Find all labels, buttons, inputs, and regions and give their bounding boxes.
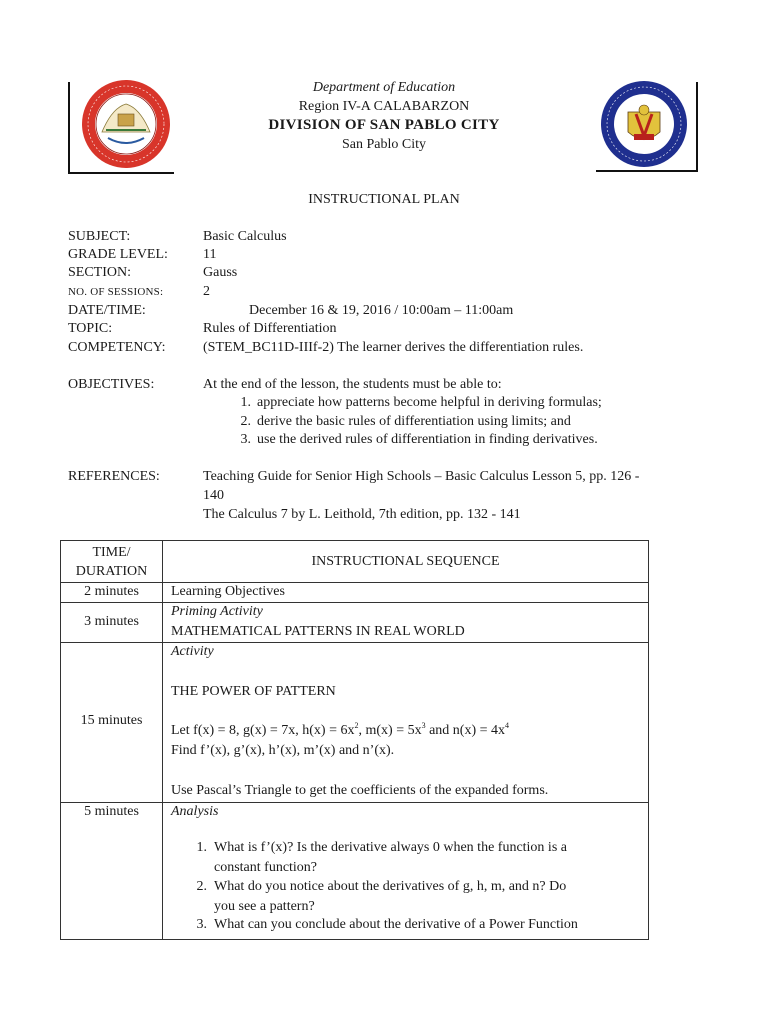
functions-text: , m(x) = 5x (358, 723, 422, 738)
analysis-label: Analysis (171, 804, 219, 819)
info-value: Basic Calculus (203, 229, 287, 244)
info-label: GRADE LEVEL: (68, 247, 168, 262)
time-cell (61, 643, 163, 803)
time-cell (61, 603, 163, 643)
question-text: What do you notice about the derivatives of g, h, m, and n? Do (214, 879, 567, 894)
plan-title: INSTRUCTIONAL PLAN (308, 192, 460, 207)
objectives-label: OBJECTIVES: (68, 377, 155, 392)
time-value: 5 minutes (84, 804, 139, 819)
activity-label: Activity (171, 644, 214, 659)
info-label: DATE/TIME: (68, 303, 146, 318)
time-cell (61, 583, 163, 603)
table-row (61, 603, 649, 643)
sequence-header-cell (163, 541, 649, 583)
reference-line: 140 (203, 488, 224, 503)
time-value: 3 minutes (84, 614, 139, 629)
sequence-header-text: INSTRUCTIONAL SEQUENCE (311, 554, 500, 569)
question-number: 1. (196, 840, 207, 855)
info-label: COMPETENCY: (68, 340, 166, 355)
info-label: TOPIC: (68, 321, 113, 336)
activity-find: Find f’(x), g’(x), h’(x), m’(x) and n’(x). (171, 743, 395, 758)
sequence-cell (163, 643, 649, 803)
info-value: 11 (203, 247, 217, 262)
reference-line: The Calculus 7 by L. Leithold, 7th edition, pp. 132 - 141 (203, 507, 521, 522)
exponent: 2 (354, 721, 359, 730)
info-value: (STEM_BC11D-IIIf-2) The learner derives the differentiation rules. (203, 340, 584, 355)
sequence-text: Learning Objectives (171, 584, 285, 599)
question-text: What can you conclude about the derivative of a Power Function (214, 917, 578, 932)
table-header-row (61, 541, 649, 583)
priming-activity-label: Priming Activity (171, 604, 263, 619)
table-row (61, 643, 649, 803)
activity-pascal: Use Pascal’s Triangle to get the coefficients of the expanded forms. (171, 783, 549, 798)
objective-number: 1. (240, 395, 251, 410)
info-value: 2 (203, 284, 210, 299)
time-header-line2: DURATION (75, 564, 148, 579)
question-2-cont: you see a pattern? (214, 899, 315, 914)
question-text: What is f’(x)? Is the derivative always 0 when the function is a (214, 840, 567, 855)
functions-text: and n(x) = 4x (425, 723, 506, 738)
sequence-cell (163, 583, 649, 603)
question-number: 3. (196, 917, 207, 932)
objective-text: derive the basic rules of differentiation using limits; and (257, 414, 571, 429)
time-header-cell (61, 541, 163, 583)
objective-number: 3. (240, 432, 251, 447)
functions-text: Let f(x) = 8, g(x) = 7x, h(x) = 6x (171, 723, 355, 738)
references-label: REFERENCES: (68, 469, 160, 484)
question-number: 2. (196, 879, 207, 894)
info-value: Rules of Differentiation (203, 321, 337, 336)
department-name: Department of Education (312, 80, 456, 95)
question-3 (187, 915, 578, 935)
info-label: NO. OF SESSIONS: (68, 286, 164, 298)
priming-activity-title: MATHEMATICAL PATTERNS IN REAL WORLD (171, 624, 465, 639)
objective-item (224, 394, 602, 412)
reference-line: Teaching Guide for Senior High Schools – Basic Calculus Lesson 5, pp. 126 - (203, 469, 640, 484)
objectives-intro: At the end of the lesson, the students must be able to: (203, 377, 502, 392)
division-name: DIVISION OF SAN PABLO CITY (268, 117, 500, 133)
objective-item (224, 431, 598, 449)
objective-text: use the derived rules of differentiation in finding derivatives. (257, 432, 598, 447)
objective-item (224, 413, 571, 431)
sequence-cell (163, 603, 649, 643)
time-header-line1: TIME/ (92, 545, 131, 560)
time-value: 2 minutes (84, 584, 139, 599)
time-cell (61, 803, 163, 940)
activity-title: THE POWER OF PATTERN (171, 684, 336, 699)
question-2 (187, 877, 566, 897)
time-value: 15 minutes (80, 713, 143, 728)
info-label: SECTION: (68, 265, 131, 280)
info-value: Gauss (203, 265, 238, 280)
exponent: 4 (505, 721, 510, 730)
objective-number: 2. (240, 414, 251, 429)
region-name: Region IV-A CALABARZON (298, 99, 470, 114)
info-value: December 16 & 19, 2016 / 10:00am – 11:00am (249, 303, 514, 318)
objective-text: appreciate how patterns become helpful in deriving formulas; (257, 395, 602, 410)
activity-functions (171, 722, 509, 740)
question-1-cont: constant function? (214, 860, 318, 875)
exponent: 3 (421, 721, 426, 730)
question-1 (187, 838, 567, 858)
city-name: San Pablo City (341, 137, 426, 152)
info-label: SUBJECT: (68, 229, 131, 244)
table-row (61, 583, 649, 603)
